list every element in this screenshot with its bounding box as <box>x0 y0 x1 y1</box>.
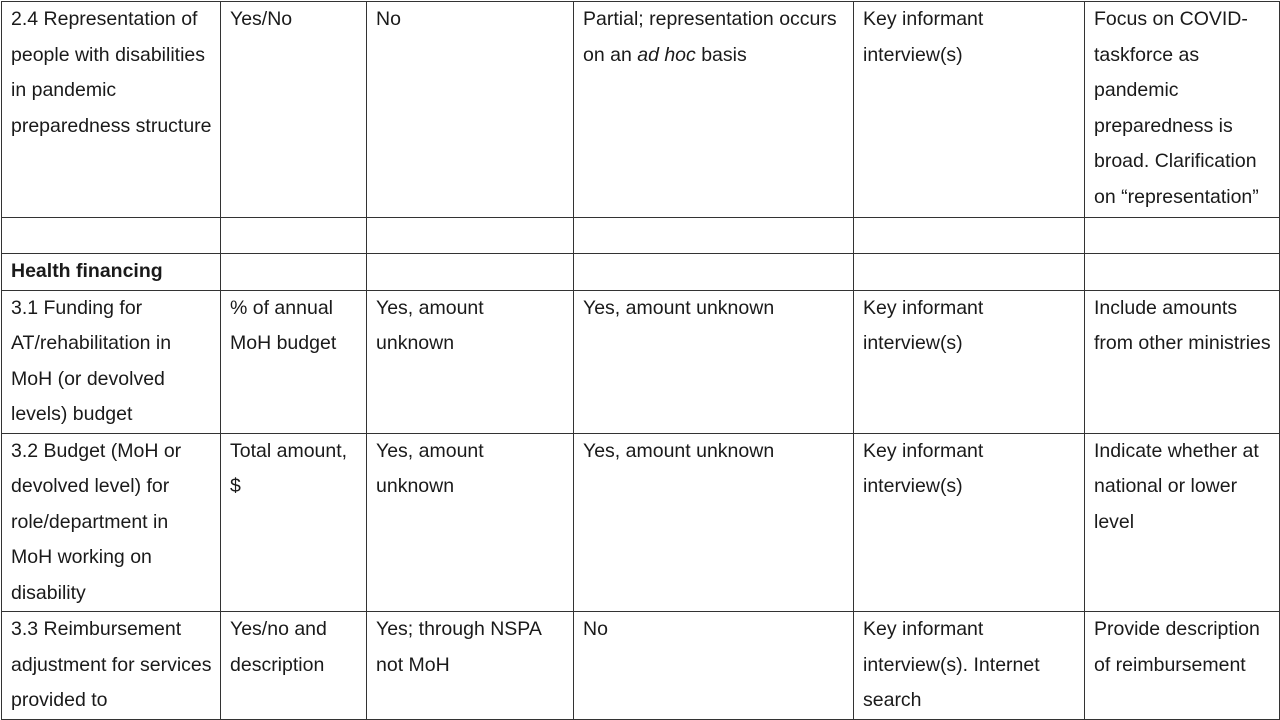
measure-cell: Yes/no and description <box>221 612 367 720</box>
measure-cell: Total amount, $ <box>221 433 367 612</box>
status-detail-cell: No <box>574 612 854 720</box>
status-cell: Yes, amount unknown <box>367 433 574 612</box>
indicator-cell <box>2 218 221 254</box>
source-cell: Key informant interview(s) <box>854 433 1085 612</box>
empty-cell <box>367 254 574 291</box>
indicator-cell: 3.2 Budget (MoH or devolved level) for role/department in MoH working on disability <box>2 433 221 612</box>
status-detail-cell <box>574 2 854 218</box>
notes-cell: Focus on COVID-taskforce as pandemic preparedness is broad. Clarification on “representation” <box>1085 2 1280 218</box>
measure-cell: % of annual MoH budget <box>221 290 367 433</box>
indicator-cell: 3.1 Funding for AT/rehabilitation in MoH (or devolved levels) budget <box>2 290 221 433</box>
status-cell: Yes; through NSPA not MoH <box>367 612 574 720</box>
status-cell: No <box>367 2 574 218</box>
section-heading-row <box>2 254 1280 291</box>
empty-cell <box>1085 254 1280 291</box>
source-cell: Key informant interview(s). Internet search <box>854 612 1085 720</box>
notes-cell: Include amounts from other ministries <box>1085 290 1280 433</box>
status-detail-cell: Yes, amount unknown <box>574 290 854 433</box>
source-cell: Key informant interview(s) <box>854 2 1085 218</box>
measure-cell: Yes/No <box>221 2 367 218</box>
table-row <box>2 433 1280 612</box>
status-detail-cell <box>574 218 854 254</box>
status-cell: Yes, amount unknown <box>367 290 574 433</box>
indicator-table <box>1 1 1280 720</box>
table-row-empty <box>2 218 1280 254</box>
notes-cell: Indicate whether at national or lower level <box>1085 433 1280 612</box>
status-detail-text: Partial; representation occurs on an <box>583 8 837 66</box>
notes-cell: Provide description of reimbursement <box>1085 612 1280 720</box>
empty-cell <box>854 254 1085 291</box>
indicator-cell: 3.3 Reimbursement adjustment for services provided to <box>2 612 221 720</box>
table-row <box>2 2 1280 218</box>
table-row <box>2 612 1280 720</box>
status-detail-text-end: basis <box>695 43 747 66</box>
source-cell: Key informant interview(s) <box>854 290 1085 433</box>
status-detail-cell: Yes, amount unknown <box>574 433 854 612</box>
empty-cell <box>574 254 854 291</box>
status-detail-emphasis: ad hoc <box>637 43 696 66</box>
notes-cell <box>1085 218 1280 254</box>
measure-cell <box>221 218 367 254</box>
status-cell <box>367 218 574 254</box>
empty-cell <box>221 254 367 291</box>
section-heading: Health financing <box>2 254 221 291</box>
indicator-cell: 2.4 Representation of people with disabilities in pandemic preparedness structure <box>2 2 221 218</box>
table-row <box>2 290 1280 433</box>
source-cell <box>854 218 1085 254</box>
